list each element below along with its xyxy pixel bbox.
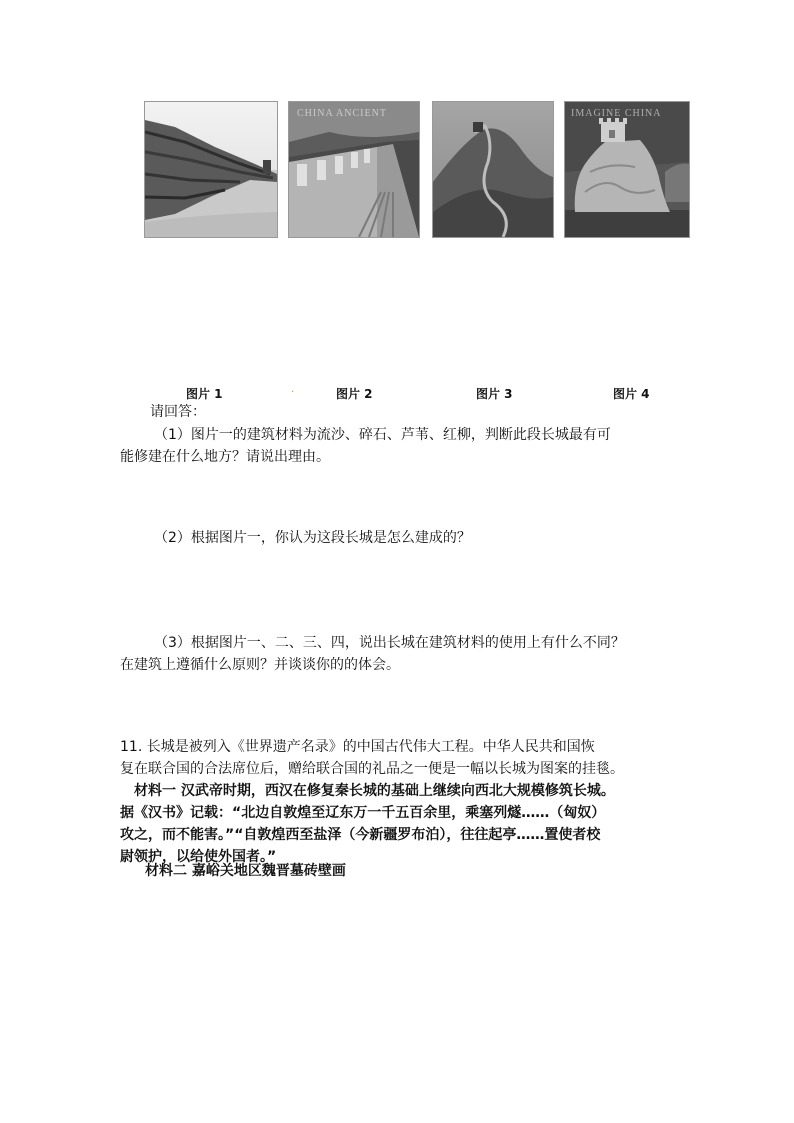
caption-photo-3: 图片 3 xyxy=(476,387,513,401)
photo-2-watermark: CHINA ANCIENT xyxy=(297,108,387,119)
material-1-line-2: 据《汉书》记载：“北边自敦煌至辽东万一千五百余里，乘塞列燧……（匈奴） xyxy=(120,805,606,821)
item-11-line-1: 11. 长城是被列入《世界遗产名录》的中国古代伟大工程。中华人民共和国恢 xyxy=(120,739,595,755)
photo-1 xyxy=(144,101,278,238)
question-1-line-1: （1）图片一的建筑材料为流沙、碎石、芦苇、红柳，判断此段长城最有可 xyxy=(154,427,611,443)
photo-4-watermark: IMAGINE CHINA xyxy=(571,108,662,119)
question-2: （2）根据图片一，你认为这段长城是怎么建成的？ xyxy=(154,530,471,546)
caption-photo-1: 图片 1 xyxy=(186,387,223,401)
photo-4 xyxy=(564,101,690,238)
caption-photo-4: 图片 4 xyxy=(613,387,650,401)
question-1-line-2: 能修建在什么地方？请说出理由。 xyxy=(120,449,330,465)
material-2-heading: 材料二 嘉峪关地区魏晋墓砖壁画 xyxy=(145,863,346,879)
photo-2 xyxy=(288,101,420,238)
answer-prompt: 请回答： xyxy=(150,404,206,420)
stray-dot: · xyxy=(291,387,295,398)
material-1-line-3: 攻之，而不能害。”“自敦煌西至盐泽（今新疆罗布泊），往往起亭……置使者校 xyxy=(120,827,601,843)
caption-photo-2: 图片 2 xyxy=(336,387,373,401)
material-1-line-4: 尉领护，以给使外国者。” xyxy=(120,849,277,865)
question-3-line-2: 在建筑上遵循什么原则？并谈谈你的的体会。 xyxy=(120,657,400,673)
material-1-line-1: 材料一 汉武帝时期，西汉在修复秦长城的基础上继续向西北大规模修筑长城。 xyxy=(134,783,615,799)
item-11-line-2: 复在联合国的合法席位后，赠给联合国的礼品之一便是一幅以长城为图案的挂毯。 xyxy=(120,761,624,777)
question-3-line-1: （3）根据图片一、二、三、四，说出长城在建筑材料的使用上有什么不同？ xyxy=(154,635,625,651)
photo-3 xyxy=(432,101,554,238)
